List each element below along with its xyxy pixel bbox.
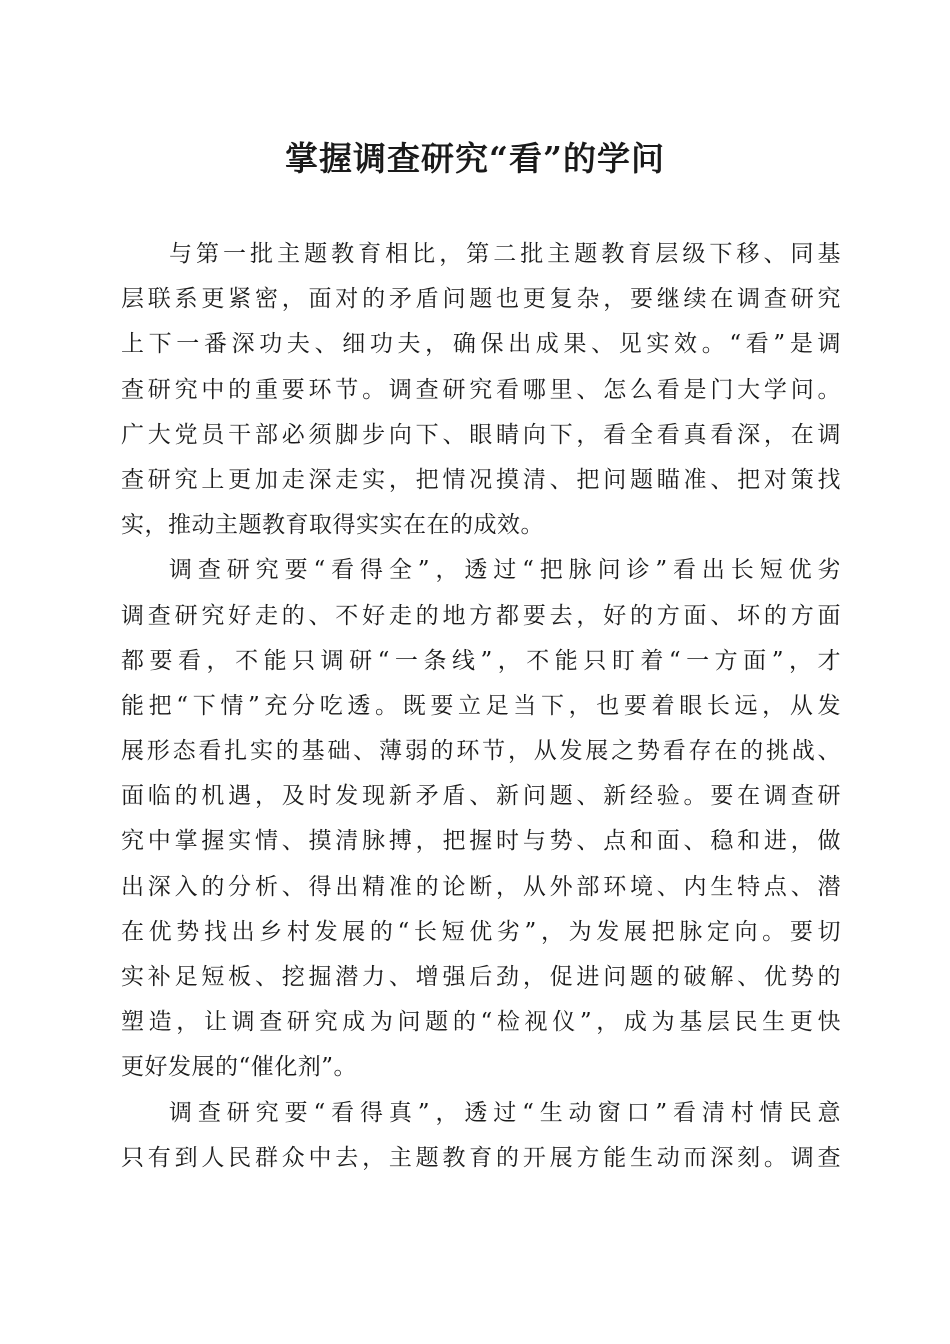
paragraph-line: 实，推动主题教育取得实实在在的成效。	[121, 512, 544, 539]
paragraph-line: 广大党员干部必须脚步向下、眼睛向下，看全看真看深，在调	[121, 421, 841, 448]
paragraph-line: 能把“下情”充分吃透。既要立足当下，也要着眼长远，从发	[121, 692, 841, 719]
paragraph-line: 都要看，不能只调研“一条线”，不能只盯着“一方面”，才	[121, 647, 841, 674]
paragraph-line: 塑造，让调查研究成为问题的“检视仪”，成为基层民生更快	[121, 1009, 841, 1036]
paragraph-line: 与第一批主题教育相比，第二批主题教育层级下移、同基	[169, 241, 841, 267]
paragraph-line: 出深入的分析、得出精准的论断，从外部环境、内生特点、潜	[121, 873, 841, 900]
paragraph-line: 只有到人民群众中去，主题教育的开展方能生动而深刻。调查	[121, 1144, 841, 1171]
paragraph-line: 实补足短板、挖掘潜力、增强后劲，促进问题的破解、优势的	[121, 964, 841, 990]
paragraph-line: 面临的机遇，及时发现新矛盾、新问题、新经验。要在调查研	[121, 783, 841, 810]
paragraph-line: 究中掌握实情、摸清脉搏，把握时与势、点和面、稳和进，做	[121, 828, 841, 855]
document-body	[121, 232, 841, 1181]
document-title: 掌握调查研究“看”的学问	[285, 139, 665, 178]
paragraph-line: 调查研究好走的、不好走的地方都要去，好的方面、坏的方面	[121, 602, 841, 629]
paragraph-line: 层联系更紧密，面对的矛盾问题也更复杂，要继续在调查研究	[121, 286, 841, 313]
paragraph-line: 展形态看扎实的基础、薄弱的环节，从发展之势看存在的挑战、	[121, 738, 841, 765]
paragraph-line: 查研究上更加走深走实，把情况摸清、把问题瞄准、把对策找	[121, 466, 841, 493]
paragraph-line: 查研究中的重要环节。调查研究看哪里、怎么看是门大学问。	[121, 376, 841, 403]
paragraph-line: 更好发展的“催化剂”。	[121, 1054, 358, 1081]
section-heading-line: 调查研究要“看得真”，透过“生动窗口”看清村情民意	[169, 1099, 841, 1126]
paragraph-line: 上下一番深功夫、细功夫，确保出成果、见实效。“看”是调	[121, 331, 841, 358]
section-heading-line: 调查研究要“看得全”，透过“把脉问诊”看出长短优劣	[169, 557, 841, 584]
paragraph-line: 在优势找出乡村发展的“长短优劣”，为发展把脉定向。要切	[121, 918, 841, 945]
